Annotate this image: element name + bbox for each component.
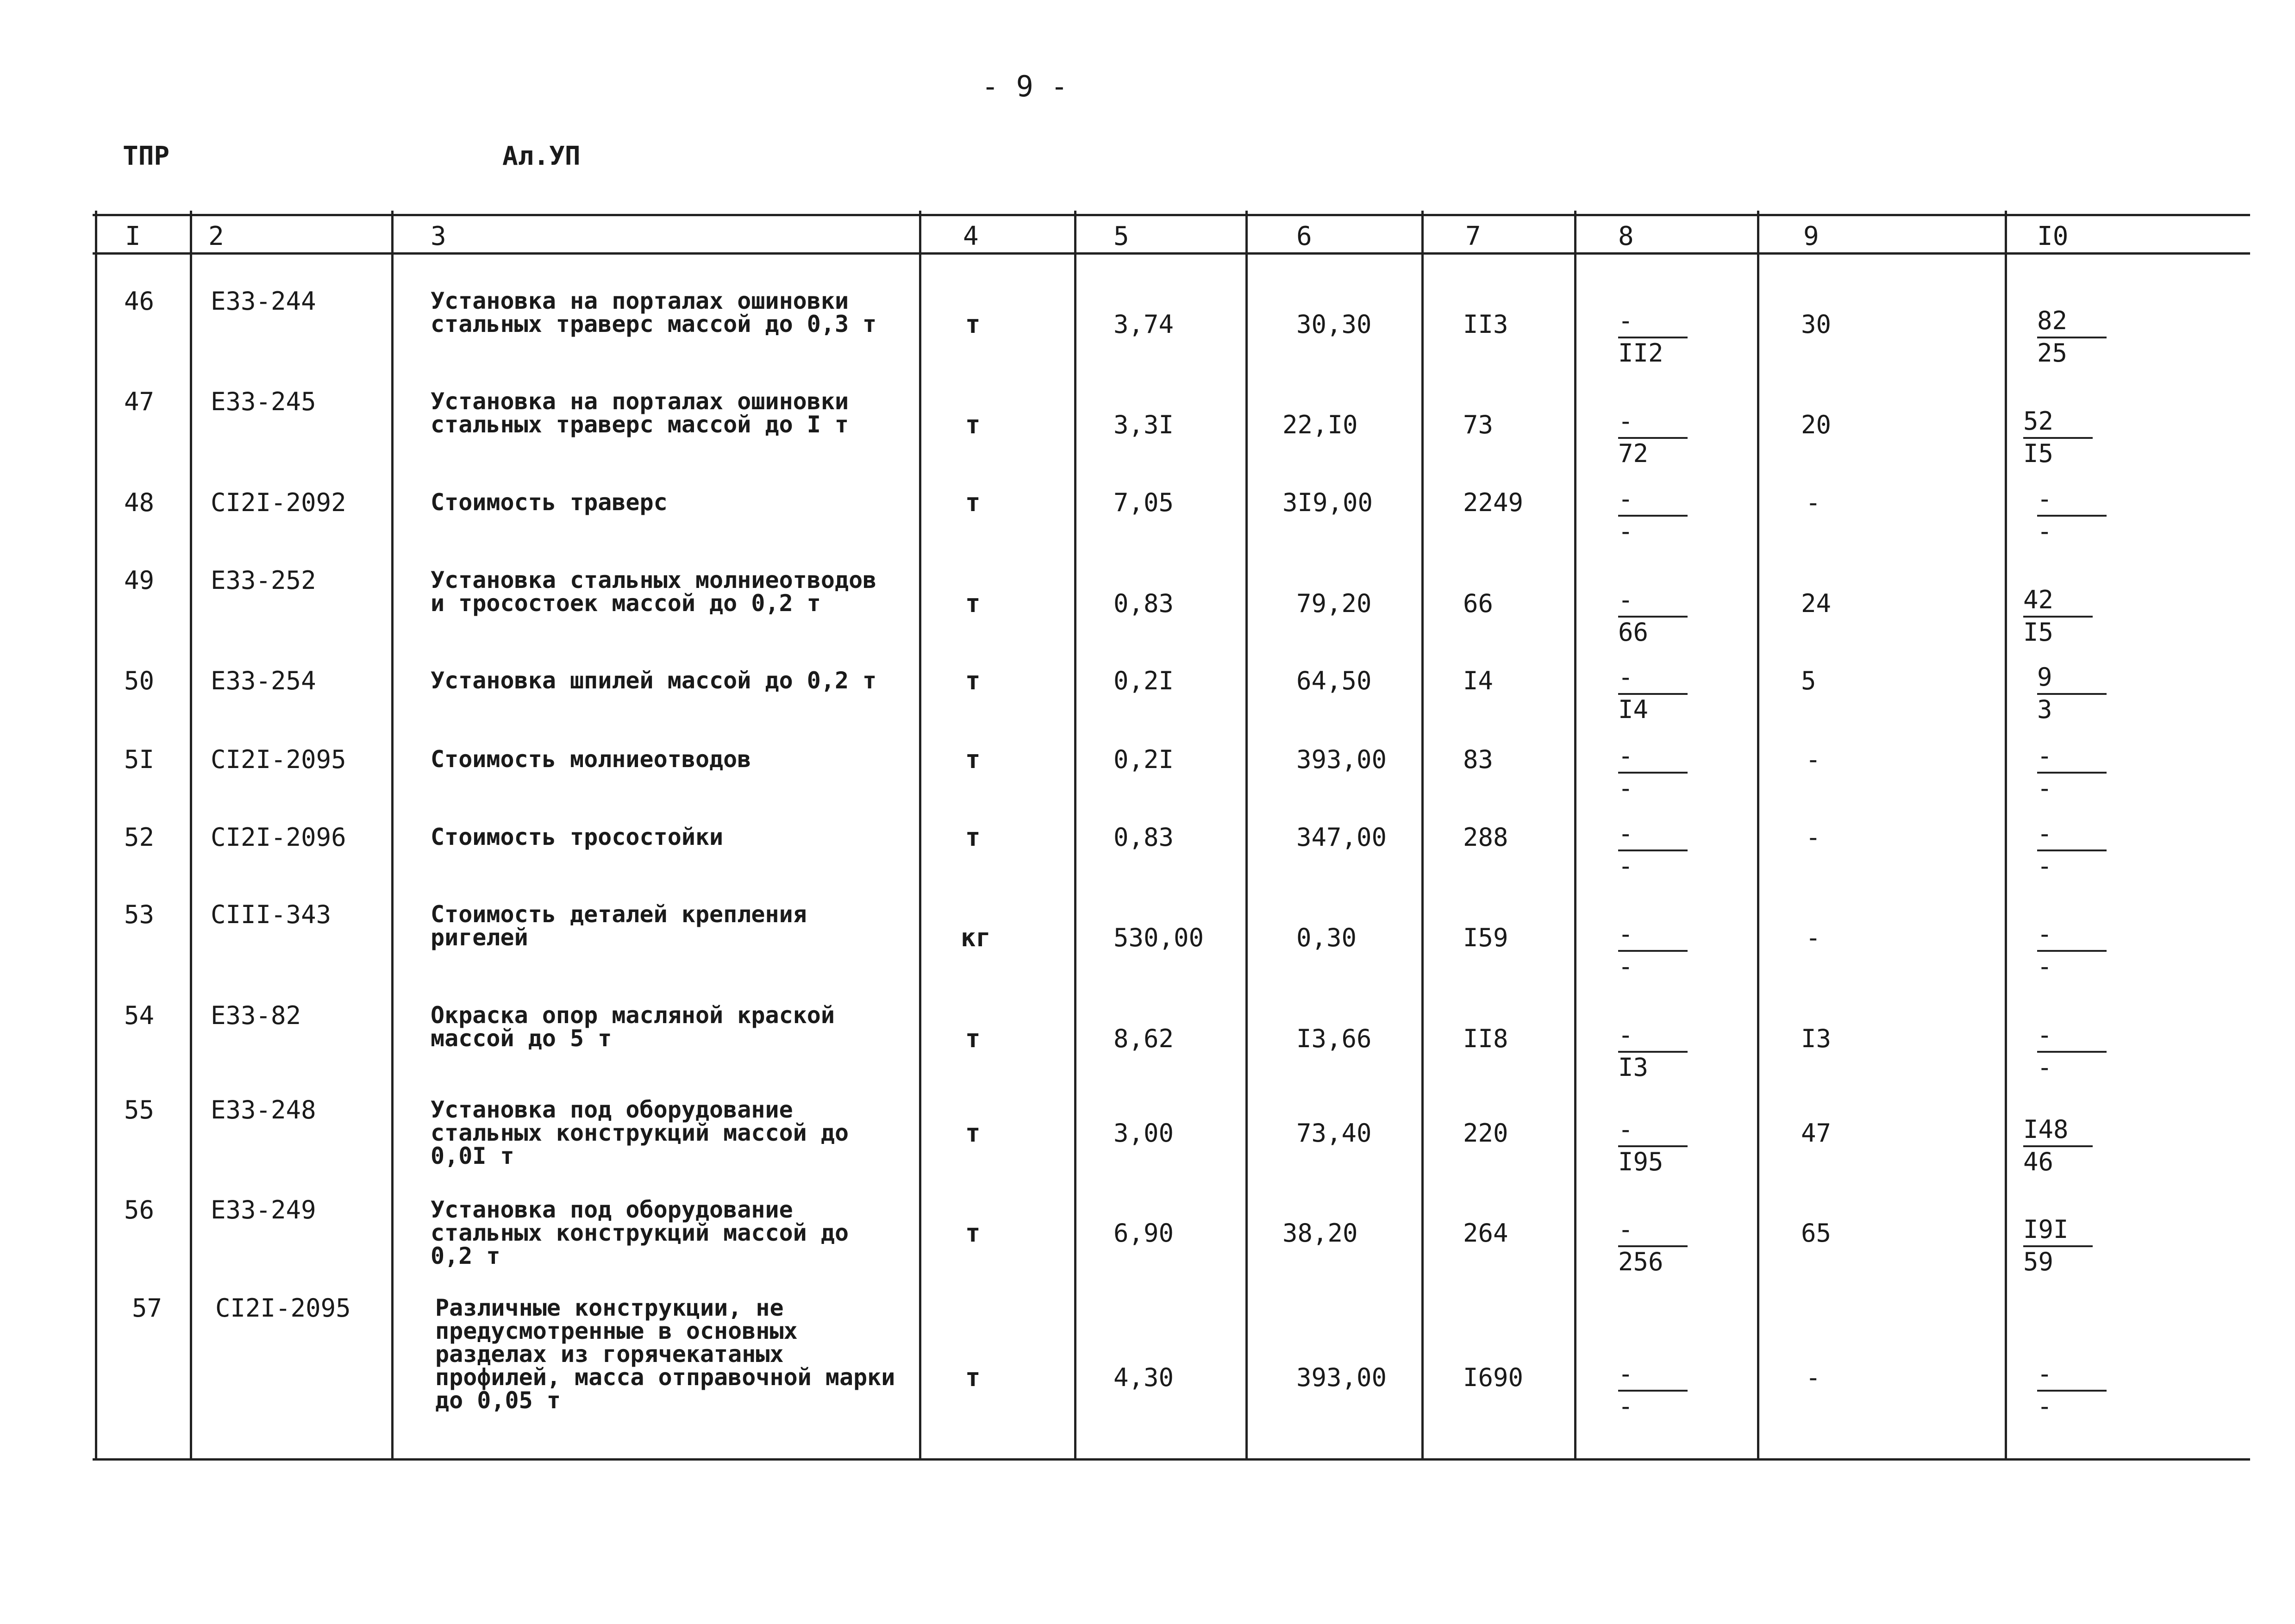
- column-number: 8: [1618, 221, 1634, 251]
- row-col10: [2037, 1022, 2116, 1081]
- row-col6: 73,40: [1296, 1118, 1372, 1148]
- row-col10: [2037, 743, 2116, 801]
- row-col9: 47: [1801, 1118, 1832, 1148]
- row-col10: [2037, 308, 2116, 366]
- row-col6: 38,20: [1282, 1218, 1358, 1248]
- row-col8: [1618, 408, 1697, 467]
- row-col9: 5: [1801, 666, 1816, 695]
- row-code: Е33-252: [211, 566, 316, 595]
- row-col10: [2023, 1217, 2102, 1275]
- row-col5: 7,05: [1113, 488, 1174, 517]
- col10-bottom: -: [2037, 952, 2052, 981]
- column-number: 5: [1113, 221, 1129, 251]
- row-number: 49: [124, 566, 155, 595]
- col8-bottom: 72: [1618, 439, 1649, 468]
- col-line: [1757, 211, 1759, 1461]
- header-middle: Ал.УП: [502, 141, 581, 171]
- row-description: Установка под оборудование стальных конструкций массой до 0,2 т: [431, 1196, 863, 1269]
- col8-bottom: I3: [1618, 1053, 1649, 1082]
- table-header-rule: [93, 252, 2250, 255]
- col10-top: -: [2037, 819, 2052, 848]
- row-number: 47: [124, 387, 155, 416]
- row-col8: [1618, 308, 1697, 366]
- row-col6: 347,00: [1296, 823, 1387, 852]
- row-col10: [2037, 664, 2116, 723]
- row-number: 54: [124, 1001, 155, 1030]
- row-unit: т: [965, 1218, 981, 1248]
- row-unit: т: [965, 745, 981, 774]
- row-col8: [1618, 1022, 1697, 1081]
- col8-bottom: -: [1618, 517, 1633, 546]
- row-col8: [1618, 664, 1697, 723]
- col-line: [1245, 211, 1248, 1461]
- col10-bottom: -: [2037, 517, 2052, 546]
- row-col6: 393,00: [1296, 745, 1387, 774]
- col8-top: -: [1618, 919, 1633, 949]
- row-col6: 64,50: [1296, 666, 1372, 695]
- row-unit: т: [965, 1363, 981, 1392]
- row-col9: -: [1806, 823, 1821, 852]
- row-col10: [2037, 921, 2116, 980]
- row-description: Установка шпилей массой до 0,2 т: [431, 667, 877, 694]
- row-col8: [1618, 1361, 1697, 1419]
- col10-bottom: 25: [2037, 338, 2068, 368]
- col10-bottom: 3: [2037, 695, 2052, 724]
- row-col7: 220: [1463, 1118, 1508, 1148]
- row-number: 5I: [124, 745, 155, 774]
- column-number: 6: [1296, 221, 1312, 251]
- row-number: 48: [124, 488, 155, 517]
- row-description: Стоимость траверс: [431, 489, 668, 516]
- row-number: 57: [132, 1293, 163, 1323]
- row-number: 52: [124, 823, 155, 852]
- col10-top: 82: [2037, 306, 2068, 335]
- col-line: [190, 211, 192, 1461]
- col10-bottom: -: [2037, 851, 2052, 881]
- col10-bottom: I5: [2023, 618, 2054, 647]
- row-col8: [1618, 1217, 1697, 1275]
- row-unit: т: [965, 410, 981, 439]
- col8-top: -: [1618, 1115, 1633, 1144]
- row-col8: [1618, 587, 1697, 645]
- row-description: Установка на порталах ошиновки стальных траверс массой до I т: [431, 388, 863, 438]
- col-line: [95, 211, 97, 1461]
- col8-bottom: -: [1618, 1392, 1633, 1421]
- row-col8: [1618, 743, 1697, 801]
- row-col7: I59: [1463, 923, 1508, 952]
- col8-top: -: [1618, 1359, 1633, 1388]
- col8-bottom: 256: [1618, 1247, 1663, 1276]
- col10-bottom: I5: [2023, 439, 2054, 468]
- column-number: 9: [1803, 221, 1819, 251]
- column-number: 4: [963, 221, 979, 251]
- row-description: Стоимость молниеотводов: [431, 746, 751, 773]
- row-number: 50: [124, 666, 155, 695]
- row-description: Окраска опор масляной краской массой до 5 т: [431, 1002, 849, 1052]
- row-col7: 264: [1463, 1218, 1508, 1248]
- row-code: Е33-245: [211, 387, 316, 416]
- column-number: 3: [431, 221, 446, 251]
- col10-bottom: -: [2037, 1392, 2052, 1421]
- row-col9: 30: [1801, 310, 1832, 339]
- row-col5: 3,74: [1113, 310, 1174, 339]
- col8-bottom: I95: [1618, 1147, 1663, 1176]
- row-col7: 66: [1463, 589, 1494, 618]
- row-col7: 2249: [1463, 488, 1524, 517]
- row-col10: [2023, 1117, 2102, 1175]
- row-col6: 30,30: [1296, 310, 1372, 339]
- row-description: Установка под оборудование стальных конструкций массой до 0,0I т: [431, 1096, 863, 1169]
- row-col7: II3: [1463, 310, 1508, 339]
- row-description: Установка стальных молниеотводов и тросостоек массой до 0,2 т: [431, 567, 891, 617]
- row-col10: [2037, 486, 2116, 544]
- row-col7: I690: [1463, 1363, 1524, 1392]
- row-col6: 3I9,00: [1282, 488, 1373, 517]
- row-unit: т: [965, 1118, 981, 1148]
- col8-bottom: II2: [1618, 338, 1663, 368]
- row-number: 53: [124, 900, 155, 929]
- row-col5: 0,83: [1113, 589, 1174, 618]
- col8-bottom: -: [1618, 952, 1633, 981]
- col8-top: -: [1618, 741, 1633, 770]
- row-description: Стоимость тросостойки: [431, 824, 724, 850]
- col10-top: 52: [2023, 406, 2054, 436]
- row-col7: 83: [1463, 745, 1494, 774]
- col8-top: -: [1618, 484, 1633, 513]
- col10-bottom: -: [2037, 774, 2052, 803]
- row-col8: [1618, 1117, 1697, 1175]
- row-code: Е33-248: [211, 1095, 316, 1124]
- row-col6: I3,66: [1296, 1024, 1372, 1053]
- row-col9: -: [1806, 1363, 1821, 1392]
- col-line: [919, 211, 921, 1461]
- col8-bottom: I4: [1618, 695, 1649, 724]
- row-code: СI2I-2096: [211, 823, 346, 852]
- row-number: 55: [124, 1095, 155, 1124]
- row-code: Е33-249: [211, 1195, 316, 1224]
- col8-top: -: [1618, 1020, 1633, 1049]
- table-top-rule: [93, 214, 2250, 216]
- row-col9: -: [1806, 923, 1821, 952]
- row-col8: [1618, 486, 1697, 544]
- col8-bottom: -: [1618, 851, 1633, 881]
- table-bottom-rule: [93, 1458, 2250, 1461]
- col10-bottom: 46: [2023, 1147, 2054, 1176]
- row-col9: 65: [1801, 1218, 1832, 1248]
- row-col10: [2023, 587, 2102, 645]
- row-col9: 20: [1801, 410, 1832, 439]
- col-line: [1074, 211, 1076, 1461]
- row-unit: т: [965, 589, 981, 618]
- row-col5: 3,3I: [1113, 410, 1174, 439]
- row-col10: [2037, 1361, 2116, 1419]
- row-unit: т: [965, 823, 981, 852]
- row-col6: 0,30: [1296, 923, 1357, 952]
- column-number: 2: [208, 221, 224, 251]
- col-line: [1421, 211, 1424, 1461]
- col10-top: -: [2037, 484, 2052, 513]
- col10-top: I48: [2023, 1115, 2069, 1144]
- row-unit: т: [965, 1024, 981, 1053]
- col8-top: -: [1618, 662, 1633, 692]
- row-description: Различные конструкции, не предусмотренные в основных разделах из горячекатаных профилей, масса отправочной марки до 0,05 т: [435, 1294, 909, 1414]
- row-col5: 530,00: [1113, 923, 1204, 952]
- col8-top: -: [1618, 1215, 1633, 1244]
- col-line: [1574, 211, 1576, 1461]
- col10-top: I9I: [2023, 1215, 2069, 1244]
- row-col10: [2037, 821, 2116, 879]
- col8-top: -: [1618, 306, 1633, 335]
- row-description: Установка на порталах ошиновки стальных траверс массой до 0,3 т: [431, 287, 877, 337]
- column-number: I0: [2037, 221, 2069, 251]
- row-col9: -: [1806, 488, 1821, 517]
- col8-bottom: 66: [1618, 618, 1649, 647]
- row-unit: кг: [961, 923, 991, 952]
- row-col8: [1618, 921, 1697, 980]
- col10-top: -: [2037, 919, 2052, 949]
- col8-top: -: [1618, 406, 1633, 436]
- row-number: 56: [124, 1195, 155, 1224]
- row-col7: 73: [1463, 410, 1494, 439]
- row-col9: 24: [1801, 589, 1832, 618]
- col10-bottom: 59: [2023, 1247, 2054, 1276]
- row-unit: т: [965, 488, 981, 517]
- row-col5: 0,2I: [1113, 745, 1174, 774]
- row-code: СI2I-2095: [211, 745, 346, 774]
- col10-top: -: [2037, 1020, 2052, 1049]
- page-number: - 9 -: [982, 69, 1068, 103]
- row-description: Стоимость деталей крепления ригелей: [431, 901, 821, 951]
- row-code: СI2I-2095: [215, 1293, 351, 1323]
- col10-top: -: [2037, 1359, 2052, 1388]
- row-number: 46: [124, 287, 155, 316]
- row-col5: 4,30: [1113, 1363, 1174, 1392]
- col8-top: -: [1618, 819, 1633, 848]
- row-col7: 288: [1463, 823, 1508, 852]
- col8-top: -: [1618, 585, 1633, 614]
- row-code: Е33-82: [211, 1001, 301, 1030]
- col-line: [391, 211, 394, 1461]
- col10-top: 9: [2037, 662, 2052, 692]
- row-col5: 3,00: [1113, 1118, 1174, 1148]
- col10-bottom: -: [2037, 1053, 2052, 1082]
- row-col5: 6,90: [1113, 1218, 1174, 1248]
- row-col6: 22,I0: [1282, 410, 1358, 439]
- row-col5: 8,62: [1113, 1024, 1174, 1053]
- row-col6: 79,20: [1296, 589, 1372, 618]
- row-code: СIII-343: [211, 900, 331, 929]
- row-unit: т: [965, 310, 981, 339]
- column-number: I: [125, 221, 141, 251]
- col10-top: -: [2037, 741, 2052, 770]
- row-code: СI2I-2092: [211, 488, 346, 517]
- col10-top: 42: [2023, 585, 2054, 614]
- row-code: Е33-244: [211, 287, 316, 316]
- row-unit: т: [965, 666, 981, 695]
- row-col8: [1618, 821, 1697, 879]
- column-number: 7: [1465, 221, 1481, 251]
- row-col5: 0,2I: [1113, 666, 1174, 695]
- row-code: Е33-254: [211, 666, 316, 695]
- col-line: [2005, 211, 2007, 1461]
- row-col6: 393,00: [1296, 1363, 1387, 1392]
- row-col7: I4: [1463, 666, 1494, 695]
- row-col9: -: [1806, 745, 1821, 774]
- row-col9: I3: [1801, 1024, 1832, 1053]
- header-left: ТПР: [123, 141, 170, 171]
- row-col5: 0,83: [1113, 823, 1174, 852]
- row-col10: [2023, 408, 2102, 467]
- row-col7: II8: [1463, 1024, 1508, 1053]
- col8-bottom: -: [1618, 774, 1633, 803]
